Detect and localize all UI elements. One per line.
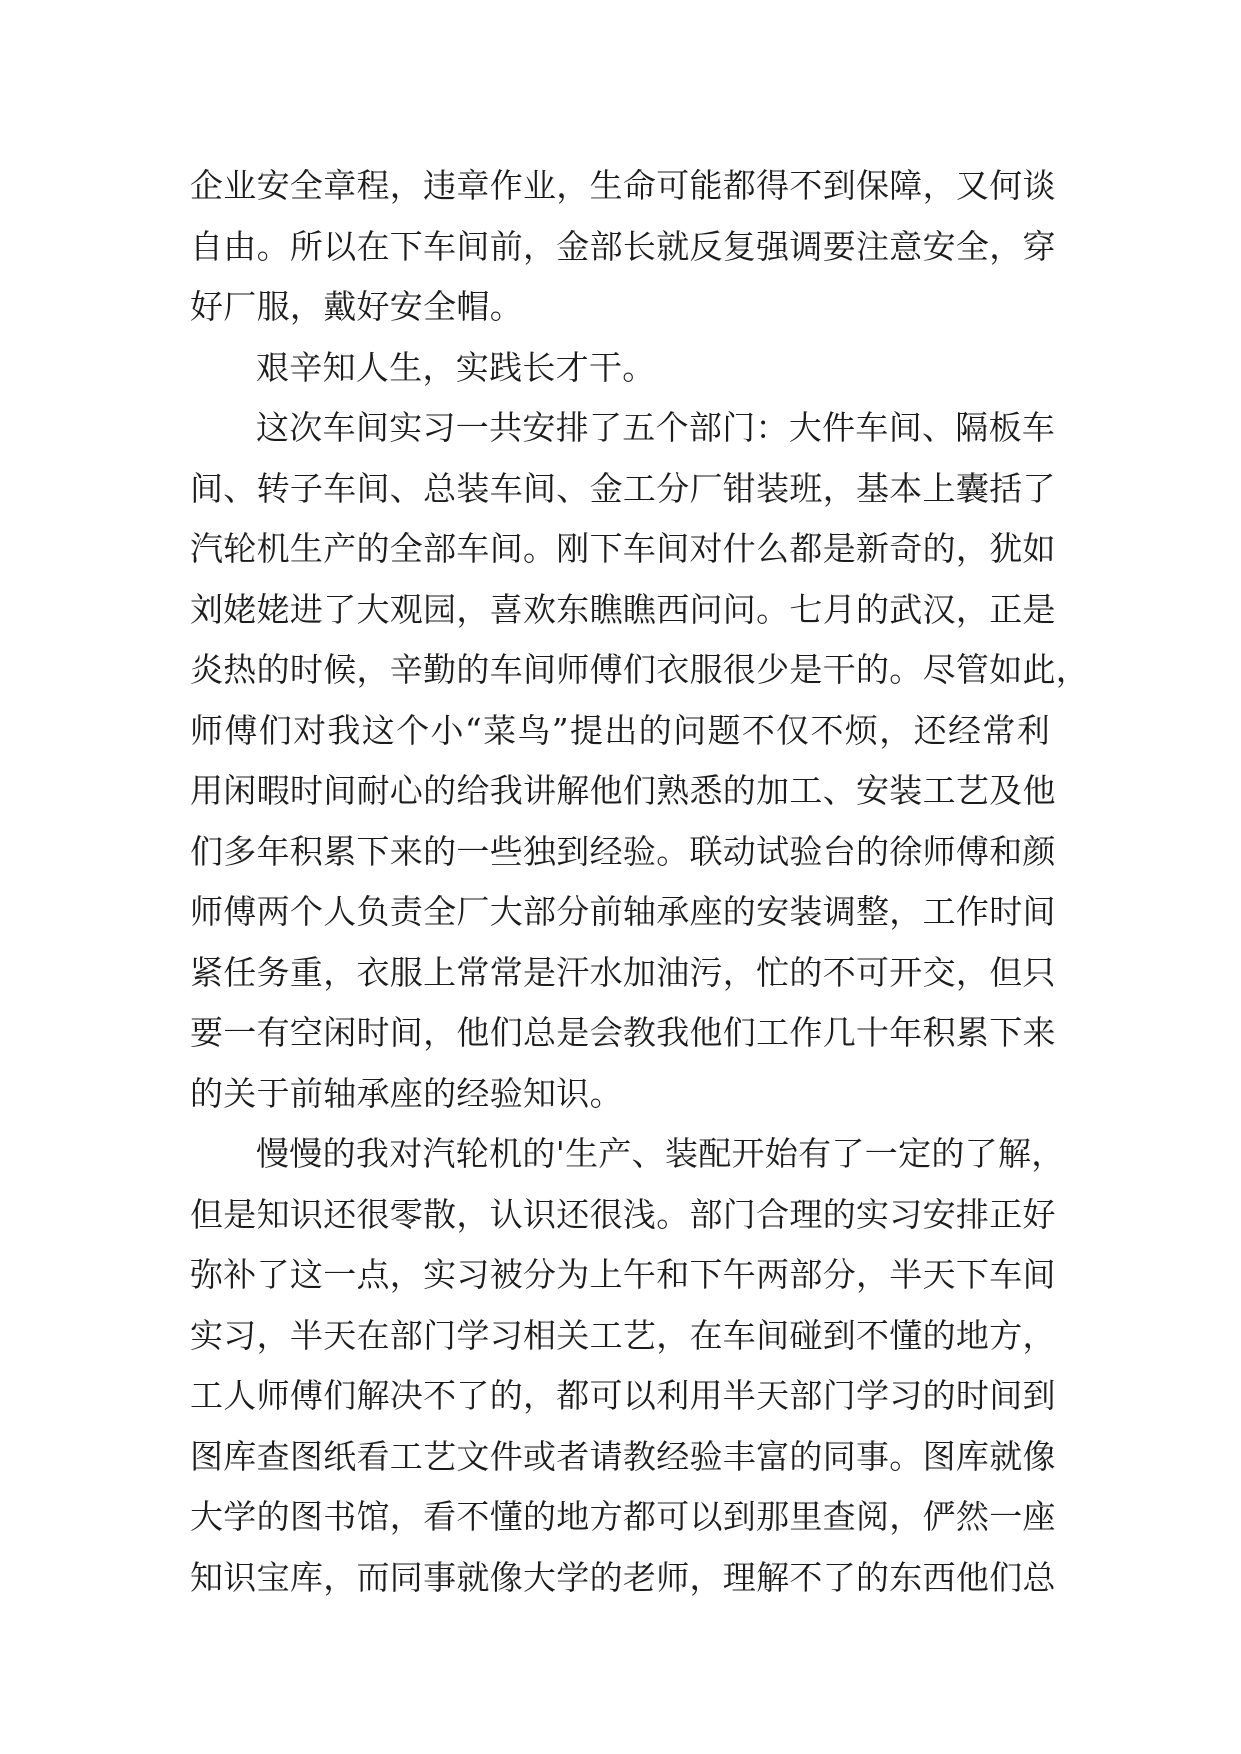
text-line: 师傅们对我这个小“菜鸟”提出的问题不仅不烦，还经常利 (190, 710, 1050, 750)
text-line: 图库查图纸看工艺文件或者请教经验丰富的同事。图库就像 (190, 1436, 1056, 1476)
text-line: 弥补了这一点，实习被分为上午和下午两部分，半天下车间 (190, 1255, 1056, 1294)
text-line: 炎热的时候，辛勤的车间师傅们衣服很少是干的。尽管如此， (190, 650, 1090, 689)
text-line: 慢慢的我对汽轮机的'生产、装配开始有了一定的了解， (256, 1134, 1065, 1173)
text-line: 要一有空闲时间，他们总是会教我他们工作几十年积累下来 (190, 1013, 1056, 1052)
text-line: 用闲暇时间耐心的给我讲解他们熟悉的加工、安装工艺及他 (190, 771, 1056, 810)
text-line: 工人师傅们解决不了的，都可以利用半天部门学习的时间到 (190, 1376, 1056, 1415)
text-line: 的关于前轴承座的经验知识。 (190, 1073, 623, 1113)
text-line: 这次车间实习一共安排了五个部门：大件车间、隔板车 (256, 408, 1056, 447)
text-line: 汽轮机生产的全部车间。刚下车间对什么都是新奇的，犹如 (190, 529, 1056, 568)
text-line: 实习，半天在部门学习相关工艺，在车间碰到不懂的地方， (190, 1315, 1056, 1355)
text-line: 好厂服，戴好安全帽。 (190, 287, 523, 326)
text-line: 企业安全章程，违章作业，生命可能都得不到保障，又何谈 (190, 166, 1056, 205)
text-line: 大学的图书馆，看不懂的地方都可以到那里查阅，俨然一座 (190, 1497, 1056, 1536)
text-line: 但是知识还很零散，认识还很浅。部门合理的实习安排正好 (190, 1194, 1056, 1234)
text-line: 们多年积累下来的一些独到经验。联动试验台的徐师傅和颜 (190, 831, 1056, 871)
text-line: 间、转子车间、总装车间、金工分厂钳装班，基本上囊括了 (190, 468, 1056, 508)
text-line: 知识宝库，而同事就像大学的老师，理解不了的东西他们总 (190, 1557, 1056, 1597)
body-text (190, 156, 1090, 1608)
section-heading: 艰辛知人生，实践长才干。 (256, 347, 656, 387)
text-line: 自由。所以在下车间前，金部长就反复强调要注意安全，穿 (190, 226, 1056, 266)
text-line: 刘姥姥进了大观园，喜欢东瞧瞧西问问。七月的武汉，正是 (190, 589, 1056, 629)
text-line: 师傅两个人负责全厂大部分前轴承座的安装调整，工作时间 (190, 892, 1056, 931)
text-line: 紧任务重，衣服上常常是汗水加油污，忙的不可开交，但只 (190, 952, 1056, 992)
